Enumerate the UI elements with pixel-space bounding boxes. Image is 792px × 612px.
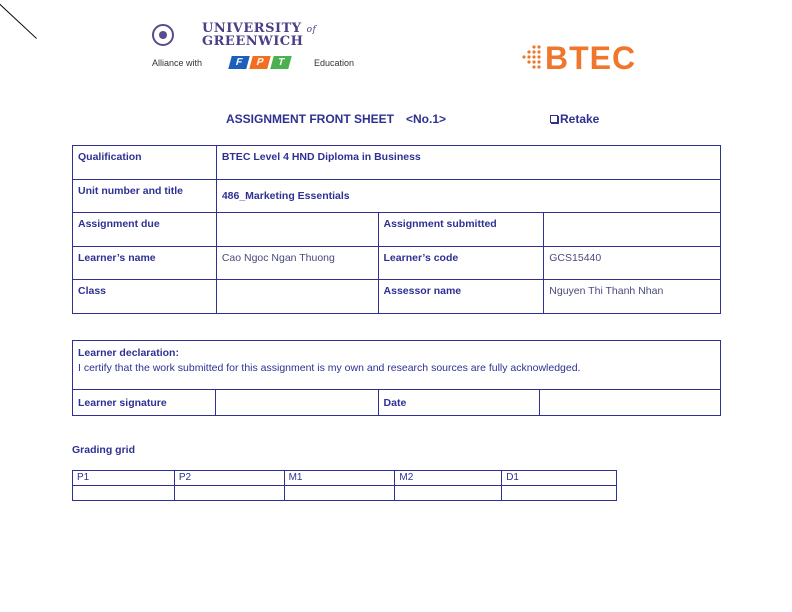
grading-grid-label: Grading grid xyxy=(72,444,135,456)
assignment-due-label: Assignment due xyxy=(73,213,217,247)
qualification-value: BTEC Level 4 HND Diploma in Business xyxy=(216,146,720,180)
retake-option[interactable] xyxy=(550,112,599,126)
learner-code-value[interactable]: GCS15440 xyxy=(544,246,721,280)
table-row xyxy=(73,390,721,416)
date-field[interactable] xyxy=(540,390,721,416)
table-row xyxy=(73,471,617,486)
learner-code-label: Learner’s code xyxy=(378,246,544,280)
btec-logo xyxy=(520,42,650,78)
table-row xyxy=(73,213,721,247)
grade-header-m1: M1 xyxy=(284,471,395,486)
class-label: Class xyxy=(73,280,217,314)
corner-diagonal-line xyxy=(0,0,37,39)
grading-grid-table xyxy=(72,470,617,501)
table-row xyxy=(73,341,721,390)
grade-header-d1: D1 xyxy=(502,471,617,486)
grade-cell-p1[interactable] xyxy=(73,486,175,501)
alliance-line: Alliance with F P T Education xyxy=(152,57,355,68)
learner-signature-label: Learner signature xyxy=(73,390,216,416)
grade-cell-m1[interactable] xyxy=(284,486,395,501)
assignment-submitted-label: Assignment submitted xyxy=(378,213,544,247)
grade-cell-m2[interactable] xyxy=(395,486,502,501)
grade-header-m2: M2 xyxy=(395,471,502,486)
btec-dots-icon xyxy=(520,44,544,74)
page-title: ASSIGNMENT FRONT SHEET xyxy=(226,112,395,126)
assignment-submitted-field[interactable] xyxy=(544,213,721,247)
learner-declaration-table xyxy=(72,340,721,416)
grade-cell-d1[interactable] xyxy=(502,486,617,501)
assessor-name-label: Assessor name xyxy=(378,280,544,314)
learner-signature-field[interactable] xyxy=(215,390,378,416)
greenwich-wordmark: UNIVERSITY of GREENWICH xyxy=(202,21,317,49)
university-greenwich-logo xyxy=(150,22,360,72)
class-field[interactable] xyxy=(216,280,378,314)
unit-value: 486_Marketing Essentials xyxy=(216,179,720,213)
greenwich-crest-icon xyxy=(152,24,174,46)
table-row xyxy=(73,146,721,180)
table-row xyxy=(73,179,721,213)
table-row xyxy=(73,246,721,280)
declaration-cell xyxy=(73,341,721,390)
grade-cell-p2[interactable] xyxy=(174,486,284,501)
table-row xyxy=(73,280,721,314)
fpt-logo: F P T xyxy=(230,56,296,70)
learner-name-label: Learner’s name xyxy=(73,246,217,280)
assignment-due-field[interactable] xyxy=(216,213,378,247)
btec-wordmark: BTEC xyxy=(545,40,637,76)
learner-name-value[interactable]: Cao Ngoc Ngan Thuong xyxy=(216,246,378,280)
assignment-number: <No.1> xyxy=(406,112,447,126)
assignment-info-table xyxy=(72,145,721,314)
grade-header-p1: P1 xyxy=(73,471,175,486)
qualification-label: Qualification xyxy=(73,146,217,180)
retake-checkbox[interactable] xyxy=(550,115,558,123)
unit-label: Unit number and title xyxy=(73,179,217,213)
grade-header-p2: P2 xyxy=(174,471,284,486)
table-row xyxy=(73,486,617,501)
declaration-text: I certify that the work submitted for this assignment is my own and research sources are fully acknowledged. xyxy=(78,362,581,374)
declaration-heading: Learner declaration: xyxy=(78,347,179,359)
retake-label: Retake xyxy=(560,112,600,126)
date-label: Date xyxy=(378,390,540,416)
assessor-name-value[interactable]: Nguyen Thi Thanh Nhan xyxy=(544,280,721,314)
